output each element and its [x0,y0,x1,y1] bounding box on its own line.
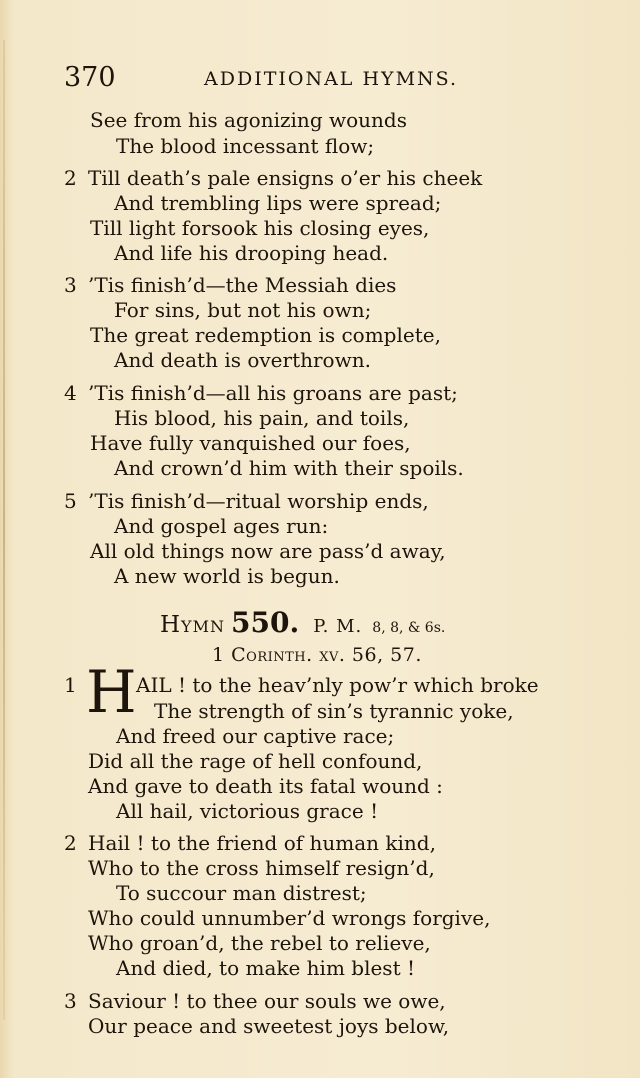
page-header [0,62,640,96]
verse-line: Have fully vanquished our foes, [90,431,411,455]
verse-line: Till light forsook his closing eyes, [90,216,430,240]
verse-line: Did all the rage of hell confound, [88,749,423,773]
hymn-meter-detail: 8, 8, & 6s. [372,620,446,636]
verse-line: Who groan’d, the rebel to relieve, [88,931,431,955]
verse-number: 2 [64,831,77,855]
verse-line: Till death’s pale ensigns o’er his cheek [88,166,483,190]
hymn-heading [160,606,445,639]
hymn-label: Hymn [160,612,226,638]
verse-line: ’Tis finish’d—all his groans are past; [88,381,458,405]
verse-line: AIL ! to the heav’nly pow’r which broke [136,673,539,697]
verse-line: Hail ! to the friend of human kind, [88,831,436,855]
verse-number: 4 [64,381,77,405]
hymn-meter: P. M. [313,616,363,637]
page-number: 370 [64,62,116,93]
verse-line: ’Tis finish’d—ritual worship ends, [88,489,429,513]
verse-line: And trembling lips were spread; [114,191,442,215]
verse-line: His blood, his pain, and toils, [114,406,410,430]
verse-line: And life his drooping head. [114,241,389,265]
verse-number: 1 [64,673,77,697]
verse-line: Who to the cross himself resign’d, [88,856,435,880]
verse-line: And gave to death its fatal wound : [88,774,443,798]
continuation-line: See from his agonizing wounds [90,108,407,132]
running-head: ADDITIONAL HYMNS. [204,68,459,90]
drop-cap: H [86,658,137,726]
page-gutter [3,40,5,1020]
verse-line: Saviour ! to thee our souls we owe, [88,989,446,1013]
verse-number: 3 [64,273,77,297]
verse-line: And died, to make him blest ! [116,956,416,980]
verse-line: All old things now are pass’d away, [90,539,446,563]
verse-line: All hail, victorious grace ! [116,799,379,823]
verse-number: 3 [64,989,77,1013]
verse-line: And crown’d him with their spoils. [114,456,464,480]
verse-line: Who could unnumber’d wrongs forgive, [88,906,491,930]
verse-number: 5 [64,489,77,513]
verse-line: The strength of sin’s tyrannic yoke, [154,699,514,723]
verse-line: A new world is begun. [114,564,340,588]
verse-line: And freed our captive race; [116,724,395,748]
verse-line: For sins, but not his own; [114,298,372,322]
continuation-line: The blood incessant flow; [116,134,375,158]
hymn-number: 550. [231,606,300,639]
verse-number: 2 [64,166,77,190]
verse-line: ’Tis finish’d—the Messiah dies [88,273,397,297]
scripture-reference: 1 Corinth. xv. 56, 57. [212,644,422,666]
verse-line: And death is overthrown. [114,348,371,372]
verse-line: To succour man distrest; [116,881,367,905]
verse-line: And gospel ages run: [114,514,329,538]
verse-line: The great redemption is complete, [90,323,441,347]
verse-line: Our peace and sweetest joys below, [88,1014,450,1038]
